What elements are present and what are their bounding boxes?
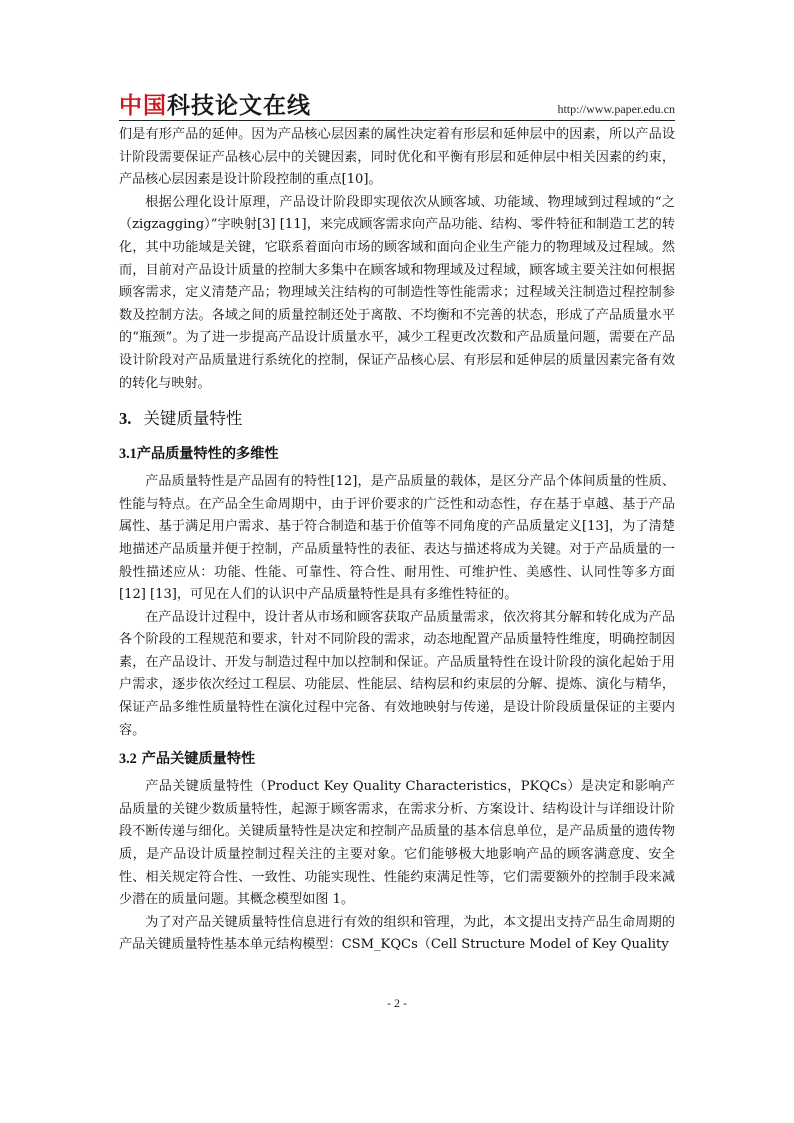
page-number: - 2 - [387, 996, 407, 1010]
page-header [119, 92, 675, 120]
paragraph: 在产品设计过程中，设计者从市场和顾客获取产品质量需求，依次将其分解和转化成为产品各个阶段的工程规范和要求，针对不同阶段的需求，动态地配置产品质量特性维度，明确控制因素，在产品设计、开发与制造过程中加以控制和保证。产品质量特性在设计阶段的演化起始于用户需求，逐步依次经过工程层、功能层、性能层、结构层和约束层的分解、提炼、演化与精华，保证产品多维性质量特性在演化过程中完备、有效地映射与传递，是设计阶段质量保证的主要内容。 [119, 609, 675, 738]
paragraph: 产品关键质量特性（Product Key Quality Characteristics，PKQCs）是决定和影响产品质量的关键少数质量特性，起源于顾客需求，在需求分析、方案设计、结构设计与详细设计阶段不断传递与细化。关键质量特性是决定和控制产品质量的基本信息单位，是产品质量的遗传物质，是产品设计质量控制过程关注的主要对象。它们能够极大地影响产品的顾客满意度、安全性、相关规定符合性、一致性、功能实现性、性能约束满足性等，它们需要额外的控制手段来减少潜在的质量问题。其概念模型如图 1。 [119, 779, 675, 908]
page-content [119, 124, 675, 957]
section-heading [119, 401, 675, 437]
paragraph: 为了对产品关键质量特性信息进行有效的组织和管理，为此，本文提出支持产品生命周期的产品关键质量特性基本单元结构模型：CSM_KQCs（Cell Structure Model of Key Quality [119, 914, 675, 953]
paragraph: 们是有形产品的延伸。因为产品核心层因素的属性决定着有形层和延伸层中的因素，所以产品设计阶段需要保证产品核心层中的关键因素，同时优化和平衡有形层和延伸层中相关因素的约束，产品核心层因素是设计阶段控制的重点[10]。 [119, 127, 675, 188]
paragraph: 产品质量特性是产品固有的特性[12]，是产品质量的载体，是区分产品个体间质量的性质、性能与特点。在产品全生命周期中，由于评价要求的广泛性和动态性，存在基于卓越、基于产品属性、基于满足用户需求、基于符合制造和基于价值等不同角度的产品质量定义[13]，为了清楚地描述产品质量并便于控制，产品质量特性的表征、表达与描述将成为关键。对于产品质量的一般性描述应从：功能、性能、可靠性、符合性、耐用性、可维护性、美感性、认同性等多方面[12] [13]，可见在人们的认识中产品质量特性是具有多维性特征的。 [119, 474, 675, 603]
section-number: 3. [119, 409, 132, 429]
subsection-number: 3.2 [119, 751, 137, 768]
journal-logo [119, 92, 311, 120]
subsection-number: 3.1 [119, 446, 137, 463]
paragraph: 根据公理化设计原理，产品设计阶段即实现依次从顾客域、功能域、物理域到过程域的“之（zigzagging）”字映射[3] [11]，来完成顾客需求向产品功能、结构、零件特征和制造工艺的转化，其中功能域是关键，它联系着面向市场的顾客域和面向企业生产能力的物理域及过程域。然而，目前对产品设计质量的控制大多集中在顾客域和物理域及过程域，顾客域主要关注如何根据顾客需求，定义清楚产品；物理域关注结构的可制造性等性能需求；过程域关注制造过程控制参数及控制方法。各域之间的质量控制还处于离散、不均衡和不完善的状态，形成了产品质量水平的“瓶颈”。为了进一步提高产品设计质量水平，减少工程更改次数和产品质量问题，需要在产品设计阶段对产品质量进行系统化的控制，保证产品核心层、有形层和延伸层的质量因素完备有效的转化与映射。 [119, 194, 675, 391]
subsection-heading [119, 746, 675, 772]
subsection-title: 产品关键质量特性 [141, 751, 256, 768]
logo-part-dark: 科技论文在线 [167, 93, 311, 119]
section-title: 关键质量特性 [143, 409, 243, 429]
subsection-heading [119, 441, 675, 467]
subsection-title: 产品质量特性的多维性 [136, 446, 279, 463]
header-rule [119, 120, 675, 121]
header-url[interactable]: http://www.paper.edu.cn [557, 102, 675, 116]
logo-part-red: 中国 [119, 93, 167, 119]
